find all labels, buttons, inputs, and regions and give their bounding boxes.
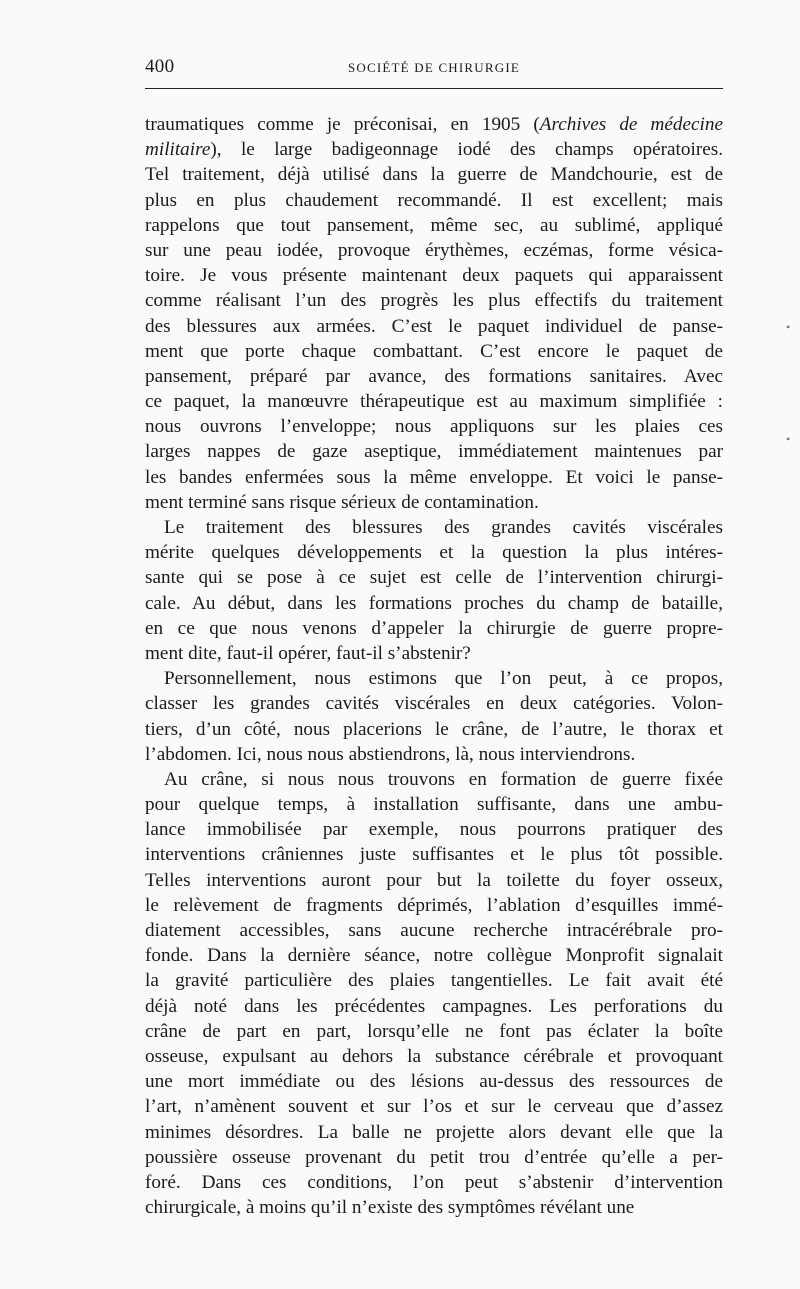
line-text: lance immobilisée par exemple, nous pourrons pratiquer des xyxy=(145,819,723,841)
paragraph xyxy=(145,767,723,1220)
line-text: diatement accessibles, sans aucune recherche intracérébrale pro- xyxy=(145,920,723,941)
line-text: tiers, d’un côté, nous placerions le crâne, de l’autre, le thorax et xyxy=(145,718,723,740)
line-text: chirurgicale, à moins qu’il n’existe des symptômes révélant une xyxy=(145,1197,635,1219)
page-header xyxy=(145,52,723,89)
text-line xyxy=(145,691,723,716)
text-line xyxy=(145,641,723,666)
line-text: rappelons que tout pansement, même sec, au sublimé, appliqué xyxy=(145,214,723,236)
text-line xyxy=(145,490,723,515)
line-text: Tel traitement, déjà utilisé dans la guerre de Mandchourie, est de xyxy=(145,164,723,186)
line-text: classer les grandes cavités viscérales en deux catégories. Volon- xyxy=(145,693,723,715)
text-line xyxy=(145,188,723,213)
paragraph xyxy=(145,112,723,515)
text-line xyxy=(145,742,723,767)
line-text: foré. Dans ces conditions, l’on peut s’abstenir d’intervention xyxy=(145,1171,723,1193)
text-line xyxy=(145,1145,723,1170)
text-line xyxy=(145,288,723,313)
line-text: déjà noté dans les précédentes campagnes. Les perforations du xyxy=(145,995,723,1017)
line-text: interventions crâniennes juste suffisantes et le plus tôt possible. xyxy=(145,844,723,866)
text-line xyxy=(145,1094,723,1119)
body-text xyxy=(145,112,723,1220)
text-line xyxy=(145,162,723,187)
text-line xyxy=(145,439,723,464)
line-text: ce paquet, la manœuvre thérapeutique est au maximum simplifiée : xyxy=(145,391,723,413)
text-line xyxy=(145,137,723,162)
line-text: nous ouvrons l’enveloppe; nous appliquons sur les plaies ces xyxy=(145,416,723,438)
line-text: pansement, préparé par avance, des formations sanitaires. Avec xyxy=(145,365,723,387)
text-line xyxy=(145,792,723,817)
text-line xyxy=(145,414,723,439)
text-line xyxy=(145,817,723,842)
line-text: des blessures aux armées. C’est le paquet individuel de panse- xyxy=(145,315,723,337)
line-text: larges nappes de gaze aseptique, immédiatement maintenues par xyxy=(145,441,723,463)
text-line xyxy=(145,112,723,137)
line-text: la gravité particulière des plaies tangentielles. Le fait avait été xyxy=(145,970,723,992)
text-line xyxy=(145,364,723,389)
text-line xyxy=(145,465,723,490)
italic-text: Archives de médecine xyxy=(539,114,724,135)
line-text: les bandes enfermées sous la même enveloppe. Et voici le panse- xyxy=(145,466,723,488)
text-line xyxy=(145,868,723,893)
line-text: le relèvement de fragments déprimés, l’ablation d’esquilles immé- xyxy=(145,894,723,916)
line-text: Au crâne, si nous nous trouvons en formation de guerre fixée xyxy=(164,768,723,790)
text-line xyxy=(145,1069,723,1094)
text-line xyxy=(145,515,723,540)
line-text: minimes désordres. La balle ne projette alors devant elle que la xyxy=(145,1121,723,1143)
line-text: Le traitement des blessures des grandes cavités viscérales xyxy=(164,517,723,538)
text-line xyxy=(145,1120,723,1145)
line-text: ), le large badigeonnage iodé des champs opératoires. xyxy=(210,139,723,161)
margin-speck: • xyxy=(786,320,791,334)
line-text: Telles interventions auront pour but la toilette du foyer osseux, xyxy=(145,869,723,891)
text-line xyxy=(145,666,723,691)
text-line xyxy=(145,918,723,943)
text-line xyxy=(145,238,723,263)
text-line xyxy=(145,893,723,918)
text-line xyxy=(145,616,723,641)
text-line xyxy=(145,1195,723,1220)
line-text: sante qui se pose à ce sujet est celle de l’intervention chirurgi- xyxy=(145,567,723,589)
margin-speck: • xyxy=(786,432,791,446)
line-text: cale. Au début, dans les formations proches du champ de bataille, xyxy=(145,592,723,614)
line-text: pour quelque temps, à installation suffisante, dans une ambu- xyxy=(145,794,723,816)
line-text: plus en plus chaudement recommandé. Il est excellent; mais xyxy=(145,189,723,211)
line-text: mérite quelques développements et la question la plus intéres- xyxy=(145,542,723,564)
paragraph xyxy=(145,515,723,666)
line-text: crâne de part en part, lorsqu’elle ne font pas éclater la boîte xyxy=(145,1020,723,1042)
running-title: SOCIÉTÉ DE CHIRURGIE xyxy=(347,60,521,75)
text-line xyxy=(145,943,723,968)
text-line xyxy=(145,767,723,792)
line-text: traumatiques comme je préconisai, en 1905 ( xyxy=(145,114,540,135)
line-text: l’abdomen. Ici, nous nous abstiendrons, là, nous interviendrons. xyxy=(145,743,636,765)
line-text: une mort immédiate ou des lésions au-dessus des ressources de xyxy=(145,1071,723,1093)
text-line xyxy=(145,389,723,414)
text-line xyxy=(145,540,723,565)
line-text: ment que porte chaque combattant. C’est encore le paquet de xyxy=(145,340,723,362)
line-text: toire. Je vous présente maintenant deux paquets qui apparaissent xyxy=(145,265,723,287)
line-text: osseuse, expulsant au dehors la substance cérébrale et provoquant xyxy=(145,1045,723,1067)
line-text: l’art, n’amènent souvent et sur l’os et sur le cerveau que d’assez xyxy=(145,1096,723,1118)
text-line xyxy=(145,968,723,993)
line-text: ment dite, faut-il opérer, faut-il s’abstenir? xyxy=(145,642,471,664)
text-line xyxy=(145,1019,723,1044)
text-line xyxy=(145,565,723,590)
line-text: en ce que nous venons d’appeler la chirurgie de guerre propre- xyxy=(145,617,723,639)
line-text: fonde. Dans la dernière séance, notre collègue Monprofit signalait xyxy=(145,945,723,967)
line-text: comme réalisant l’un des progrès les plus effectifs du traitement xyxy=(145,290,723,312)
text-line xyxy=(145,591,723,616)
text-line xyxy=(145,842,723,867)
text-line xyxy=(145,314,723,339)
text-line xyxy=(145,339,723,364)
page-number: 400 xyxy=(145,56,175,77)
text-line xyxy=(145,263,723,288)
line-text: poussière osseuse provenant du petit trou d’entrée qu’elle a per- xyxy=(145,1146,723,1168)
text-line xyxy=(145,1044,723,1069)
line-text: sur une peau iodée, provoque érythèmes, eczémas, forme vésica- xyxy=(145,239,723,261)
italic-text: militaire xyxy=(145,139,211,161)
text-line xyxy=(145,717,723,742)
line-text: ment terminé sans risque sérieux de contamination. xyxy=(145,491,539,513)
paragraph xyxy=(145,666,723,767)
line-text: Personnellement, nous estimons que l’on peut, à ce propos, xyxy=(164,668,723,690)
text-line xyxy=(145,994,723,1019)
text-line xyxy=(145,1170,723,1195)
text-line xyxy=(145,213,723,238)
